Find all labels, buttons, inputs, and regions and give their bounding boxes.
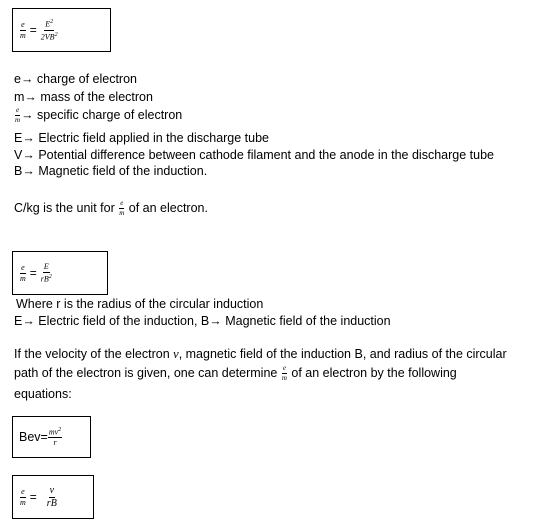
formula-box-2 [12,251,108,295]
fraction-e2-over-2vb2: $\frac{E^2}{2VB^2}$ [40,18,58,42]
paragraph-line-3: equations: [14,387,72,401]
fraction-e-over-m-para: $\frac{e}{m}$ [281,364,287,383]
fraction-v-over-rB: $\frac{v}{rB}$ [46,484,57,509]
definition-B: B→ Magnetic field of the induction. [14,164,208,178]
fraction-e-over-m-2: $\frac{e}{m}$ [20,262,26,283]
paragraph-line-1: If the velocity of the electron v, magnetic field of the induction B, and radius of the circular [14,347,507,361]
unit-line: C/kg is the unit for $\frac{e}{m}$ of an electron. [14,199,208,218]
paragraph-line-2: path of the electron is given, one can determine $\frac{e}{m}$ of an electron by the following [14,364,457,383]
fraction-e-over-m-4: $\frac{e}{m}$ [20,486,26,507]
definition-e-over-m: $\frac{e}{m}$ → specific charge of electron [15,106,183,125]
definition-e: e→ charge of electron [14,72,137,86]
definition-m: m→ mass of the electron [14,90,153,104]
formula-box-4 [12,475,94,519]
fraction-mv2-over-r: $\frac{mv^2}{r}$ [48,426,62,448]
formula-box-3 [12,416,91,458]
definition-V: V→ Potential difference between cathode filament and the anode in the discharge tube [14,148,494,162]
bev-label: Bev= [19,430,48,444]
equals-sign-4: = [29,490,37,504]
fraction-e-over-m-unit: $\frac{e}{m}$ [119,199,125,218]
equals-sign: = [29,23,37,37]
fraction-e-over-m: $\frac{e}{m}$ [20,19,26,40]
equals-sign-2: = [29,266,37,280]
fraction-e-over-m-inline: $\frac{e}{m}$ [15,106,21,125]
fields-note: E→ Electric field of the induction, B→ Magnetic field of the induction [14,314,391,328]
fraction-E-over-rB2: $\frac{E}{rB^2}$ [40,261,52,284]
formula-box-1 [12,8,111,52]
definition-E: E→ Electric field applied in the discharge tube [14,131,270,145]
radius-note: Where r is the radius of the circular induction [16,297,264,311]
